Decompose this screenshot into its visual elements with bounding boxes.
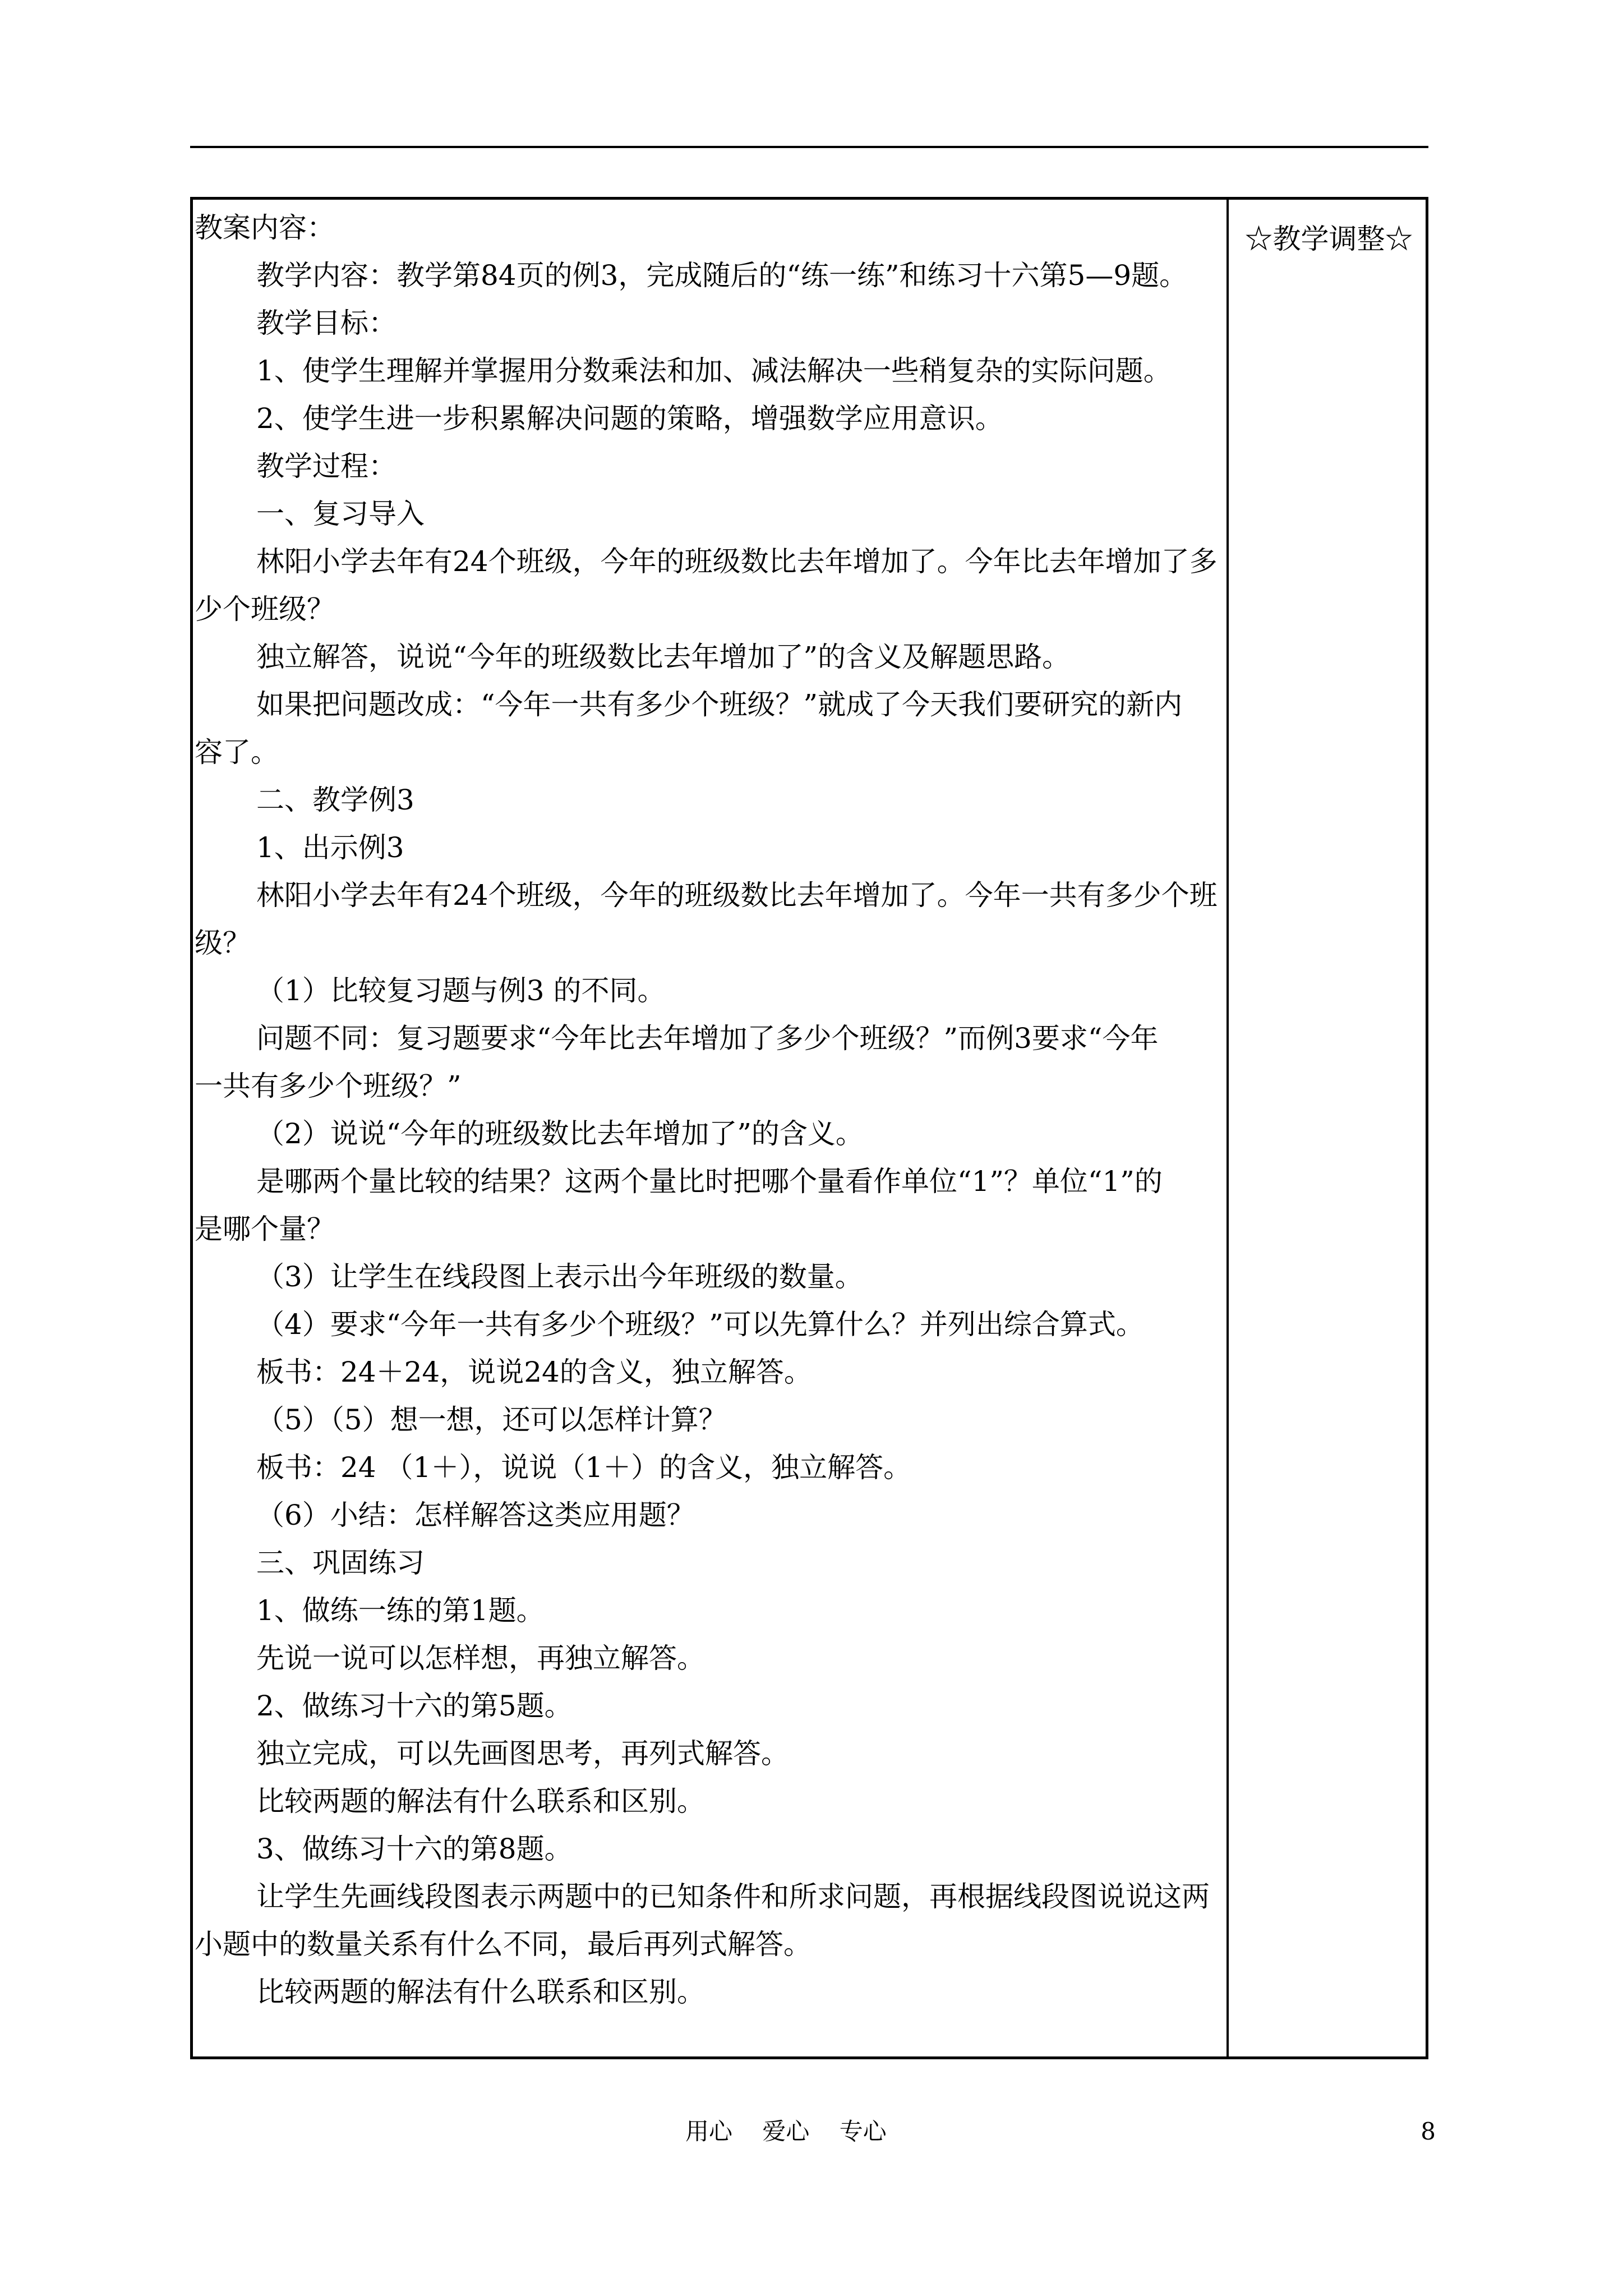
content-line: 容了。 [195,736,279,769]
lesson-content-text [195,204,1222,2016]
content-line: 独立完成，可以先画图思考，再列式解答。 [256,1737,789,1770]
content-line: 3、做练习十六的第8题。 [256,1833,573,1865]
lesson-plan-table [190,197,1428,2059]
content-line: 一、复习导入 [256,498,425,530]
lesson-content-cell [193,200,1224,2056]
content-line: 问题不同：复习题要求“今年比去年增加了多少个班级？”而例3要求“今年 [256,1022,1159,1055]
content-line: 1、做练一练的第1题。 [256,1594,545,1627]
content-line: 是哪两个量比较的结果？这两个量比时把哪个量看作单位“1”？单位“1”的 [256,1165,1163,1198]
teaching-adjustment-cell [1229,200,1428,2056]
content-line: 级？ [195,927,251,959]
content-line: 独立解答，说说“今年的班级数比去年增加了”的含义及解题思路。 [256,641,1071,673]
content-line: （4）要求“今年一共有多少个班级？”可以先算什么？并列出综合算式。 [256,1308,1144,1341]
content-line: 少个班级？ [195,593,335,625]
content-line: 教学过程： [256,450,396,482]
content-line: 教学目标： [256,307,396,339]
content-line: 教案内容： [195,211,335,244]
content-line: 先说一说可以怎样想，再独立解答。 [256,1642,705,1674]
content-line: 是哪个量？ [195,1213,335,1245]
content-line: 板书：24＋24，说说24的含义，独立解答。 [256,1356,812,1388]
content-line: 一共有多少个班级？” [195,1070,462,1102]
content-line: 如果把问题改成：“今年一共有多少个班级？”就成了今天我们要研究的新内 [256,688,1183,721]
content-line: 2、做练习十六的第5题。 [256,1690,573,1722]
content-line: （6）小结：怎样解答这类应用题？ [256,1499,695,1531]
header-rule [190,146,1428,148]
content-line: 让学生先画线段图表示两题中的已知条件和所求问题，再根据线段图说说这两 [256,1880,1210,1913]
column-divider [1227,200,1229,2056]
content-line: 1、出示例3 [256,831,404,864]
content-line: 林阳小学去年有24个班级，今年的班级数比去年增加了。今年比去年增加了多 [256,545,1218,578]
content-line: 2、使学生进一步积累解决问题的策略，增强数学应用意识。 [256,402,1003,435]
content-line: （1）比较复习题与例3 的不同。 [256,974,666,1007]
content-line: 板书：24 （1＋），说说（1＋）的含义，独立解答。 [256,1451,912,1484]
content-line: （5）（5）想一想，还可以怎样计算？ [256,1404,727,1436]
content-line: （2）说说“今年的班级数比去年增加了”的含义。 [256,1117,864,1150]
content-line: 二、教学例3 [256,784,414,816]
content-line: 1、使学生理解并掌握用分数乘法和加、减法解决一些稍复杂的实际问题。 [256,355,1172,387]
content-line: 小题中的数量关系有什么不同，最后再列式解答。 [195,1928,811,1961]
content-line: 比较两题的解法有什么联系和区别。 [256,1976,705,2008]
content-line: 教学内容：教学第84页的例3，完成随后的“练一练”和练习十六第5—9题。 [256,259,1188,292]
footer-motto: 用心 爱心 专心 [685,2118,887,2145]
content-line: 比较两题的解法有什么联系和区别。 [256,1785,705,1818]
page-number: 8 [1421,2118,1436,2145]
content-line: （3）让学生在线段图上表示出今年班级的数量。 [256,1260,863,1293]
content-line: 三、巩固练习 [256,1547,425,1579]
teaching-adjustment-title: ☆教学调整☆ [1244,223,1413,255]
content-line: 林阳小学去年有24个班级，今年的班级数比去年增加了。今年一共有多少个班 [256,879,1218,912]
